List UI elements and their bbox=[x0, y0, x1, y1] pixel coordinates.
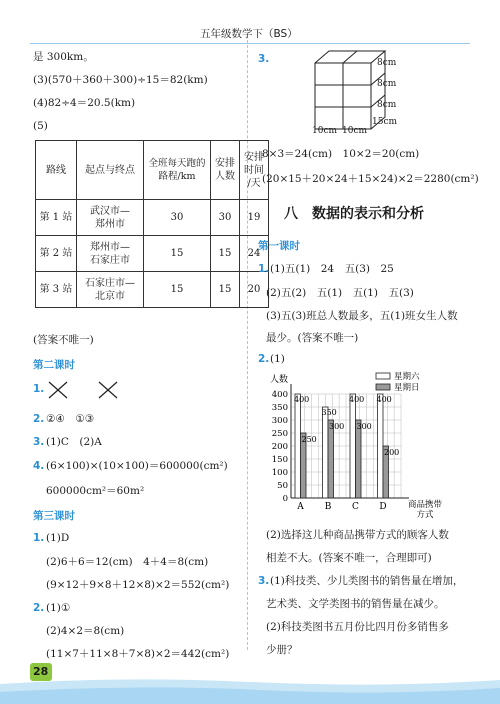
table-cell: 30 bbox=[211, 200, 240, 236]
lesson-heading: 第一课时 bbox=[258, 240, 300, 252]
question-number: 3. bbox=[258, 53, 270, 65]
legend-label: 星期六 bbox=[394, 372, 420, 382]
text-line: (2)科技类图书五月份比四月份多销售多 bbox=[266, 621, 449, 633]
table-cell: 15 bbox=[211, 236, 240, 272]
data-label: 400 bbox=[376, 395, 392, 404]
bar-saturday bbox=[295, 394, 301, 498]
data-label: 250 bbox=[301, 435, 317, 444]
header-line: 全班每天跑的 bbox=[148, 158, 206, 169]
table-cell: 第 2 站 bbox=[36, 236, 77, 272]
text-line: ②④ ①③ bbox=[46, 413, 95, 425]
legend-swatch-sunday bbox=[376, 384, 390, 390]
bar-saturday bbox=[350, 394, 356, 498]
text-line: 8×3＝24(cm) 10×2＝20(cm) bbox=[262, 148, 420, 160]
x-axis-label-line: 方式 bbox=[416, 510, 434, 520]
text-line: (1) bbox=[270, 353, 285, 365]
bar-sunday bbox=[356, 420, 362, 498]
x-tick-label: D bbox=[379, 502, 387, 512]
text-line: (5) bbox=[33, 120, 48, 132]
route-table bbox=[35, 140, 269, 308]
bar-saturday bbox=[378, 394, 384, 498]
dimension-label: 10cm bbox=[312, 126, 338, 136]
text-line: (1)C (2)A bbox=[46, 436, 102, 448]
footer-band bbox=[0, 670, 500, 704]
header-cell: 路线 bbox=[36, 141, 77, 200]
table-cell: 15 bbox=[144, 272, 211, 308]
x-tick-label: A bbox=[297, 502, 304, 512]
note: (答案不唯一) bbox=[33, 334, 94, 346]
table-cell: 15 bbox=[211, 272, 240, 308]
text-line: (11×7＋11×8＋7×8)×2＝442(cm²) bbox=[46, 648, 230, 660]
bar-sunday bbox=[328, 420, 334, 498]
header-line: 路程/km bbox=[158, 171, 196, 182]
text-line: (2)6＋6＝12(cm) 4＋4＝8(cm) bbox=[46, 556, 209, 568]
question-number: 1. bbox=[33, 383, 45, 395]
dimension-label: 8cm bbox=[377, 79, 397, 89]
text-line: (2)五(2) 五(1) 五(1) 五(3) bbox=[266, 287, 414, 299]
dimension-label: 15cm bbox=[372, 117, 398, 127]
header-line: 安排 bbox=[244, 151, 264, 163]
x-tick-label: B bbox=[324, 502, 332, 512]
text-line: (1)科技类、少儿类图书的销售量在增加， bbox=[270, 575, 464, 587]
header-cell: 起点与终点 bbox=[77, 141, 144, 200]
x-tick-label: C bbox=[352, 502, 359, 512]
cross-line-figures bbox=[47, 380, 127, 402]
text-line: 少册？ bbox=[266, 644, 298, 656]
question-number: 2. bbox=[33, 413, 45, 425]
route-line: 郑州市— bbox=[90, 241, 130, 253]
y-tick-label: 400 bbox=[271, 390, 288, 400]
dimension-label: 10cm bbox=[342, 126, 368, 136]
text-line: (1)① bbox=[46, 602, 71, 614]
y-tick-label: 150 bbox=[271, 455, 288, 465]
route-line: 石家庄市— bbox=[85, 277, 135, 289]
table-cell bbox=[77, 200, 144, 236]
text-line: (3)五(3)班总人数最多，五(1)班女生人数 bbox=[266, 310, 458, 322]
text-line: (20×15＋20×24＋15×24)×2＝2280(cm²) bbox=[262, 173, 479, 185]
route-line: 武汉市— bbox=[90, 205, 130, 217]
table-row bbox=[36, 200, 269, 236]
y-tick-label: 200 bbox=[271, 442, 288, 452]
dimension-label: 8cm bbox=[377, 100, 397, 110]
text-line: (3)(570＋360＋300)÷15＝82(km) bbox=[33, 74, 208, 86]
header-line: 人数 bbox=[215, 171, 235, 182]
table-row bbox=[36, 272, 269, 308]
table-cell bbox=[77, 236, 144, 272]
table-header-row bbox=[36, 141, 269, 200]
text-line: 600000cm²＝60m² bbox=[46, 485, 145, 497]
text-line: 相差不大。(答案不唯一，合理即可) bbox=[266, 552, 432, 564]
bar-saturday bbox=[323, 407, 329, 498]
header-rule bbox=[30, 43, 470, 44]
header-line: 安排 bbox=[215, 158, 235, 169]
x-axis-label-line: 商品携带 bbox=[407, 500, 443, 510]
table-cell: 24 bbox=[240, 236, 269, 272]
data-label: 300 bbox=[329, 422, 345, 431]
table-cell: 第 3 站 bbox=[36, 272, 77, 308]
table-cell bbox=[77, 272, 144, 308]
y-tick-label: 50 bbox=[277, 481, 288, 491]
text-line: (2)选择这儿种商品携带方式的顾客人数 bbox=[266, 529, 449, 541]
text-line: (2)4×2＝8(cm) bbox=[46, 625, 125, 637]
table-cell: 19 bbox=[240, 200, 269, 236]
table-cell: 第 1 站 bbox=[36, 200, 77, 236]
route-line: 郑州市 bbox=[95, 218, 125, 230]
table-cell: 15 bbox=[144, 236, 211, 272]
text-line: 艺术类、文学类图书的销售量在减少。 bbox=[266, 598, 445, 610]
route-line: 石家庄市 bbox=[90, 254, 130, 266]
y-tick-label: 350 bbox=[271, 403, 288, 413]
header-line: /天 bbox=[247, 177, 261, 189]
data-label: 400 bbox=[294, 395, 310, 404]
y-tick-label: 100 bbox=[271, 468, 288, 478]
route-line: 北京市 bbox=[95, 290, 125, 302]
question-number: 2. bbox=[33, 602, 45, 614]
section-title: 八 数据的表示和分析 bbox=[284, 206, 424, 222]
page-header: 五年级数学下（BS） bbox=[200, 28, 298, 40]
y-tick-label: 0 bbox=[282, 494, 288, 504]
bar-chart bbox=[258, 368, 473, 520]
y-tick-label: 300 bbox=[271, 416, 288, 426]
question-number: 1. bbox=[33, 532, 45, 544]
dimension-label: 8cm bbox=[377, 58, 397, 68]
text-line: 最少。(答案不唯一) bbox=[266, 332, 359, 344]
legend-swatch-saturday bbox=[376, 373, 390, 379]
data-label: 400 bbox=[349, 395, 365, 404]
lesson-heading: 第三课时 bbox=[33, 510, 75, 522]
text-line: (1)五(1) 24 五(3) 25 bbox=[270, 263, 394, 275]
data-label: 350 bbox=[321, 408, 337, 417]
text-line: (4)82÷4＝20.5(km) bbox=[33, 97, 136, 109]
header-cell bbox=[211, 141, 240, 200]
data-label: 200 bbox=[384, 448, 400, 457]
lesson-heading: 第二课时 bbox=[33, 359, 75, 371]
legend-label: 星期日 bbox=[394, 383, 420, 393]
header-cell bbox=[144, 141, 211, 200]
text-line: 是 300km。 bbox=[33, 51, 94, 63]
text-line: (9×12＋9×8＋12×8)×2＝552(cm²) bbox=[46, 579, 230, 591]
question-number: 3. bbox=[33, 436, 45, 448]
question-number: 1. bbox=[258, 263, 270, 275]
y-axis-label: 人数 bbox=[270, 375, 289, 385]
column-divider bbox=[247, 40, 248, 650]
y-tick-label: 250 bbox=[271, 429, 288, 439]
table-row bbox=[36, 236, 269, 272]
question-number: 2. bbox=[258, 353, 270, 365]
table-cell: 30 bbox=[144, 200, 211, 236]
question-number: 4. bbox=[33, 460, 45, 472]
header-line: 时间 bbox=[244, 164, 264, 176]
data-label: 300 bbox=[356, 422, 372, 431]
question-number: 3. bbox=[258, 575, 270, 587]
table-cell: 20 bbox=[240, 272, 269, 308]
text-line: (6×100)×(10×100)＝600000(cm²) bbox=[46, 460, 228, 472]
page-number: 28 bbox=[33, 665, 49, 678]
text-line: (1)D bbox=[46, 532, 70, 544]
